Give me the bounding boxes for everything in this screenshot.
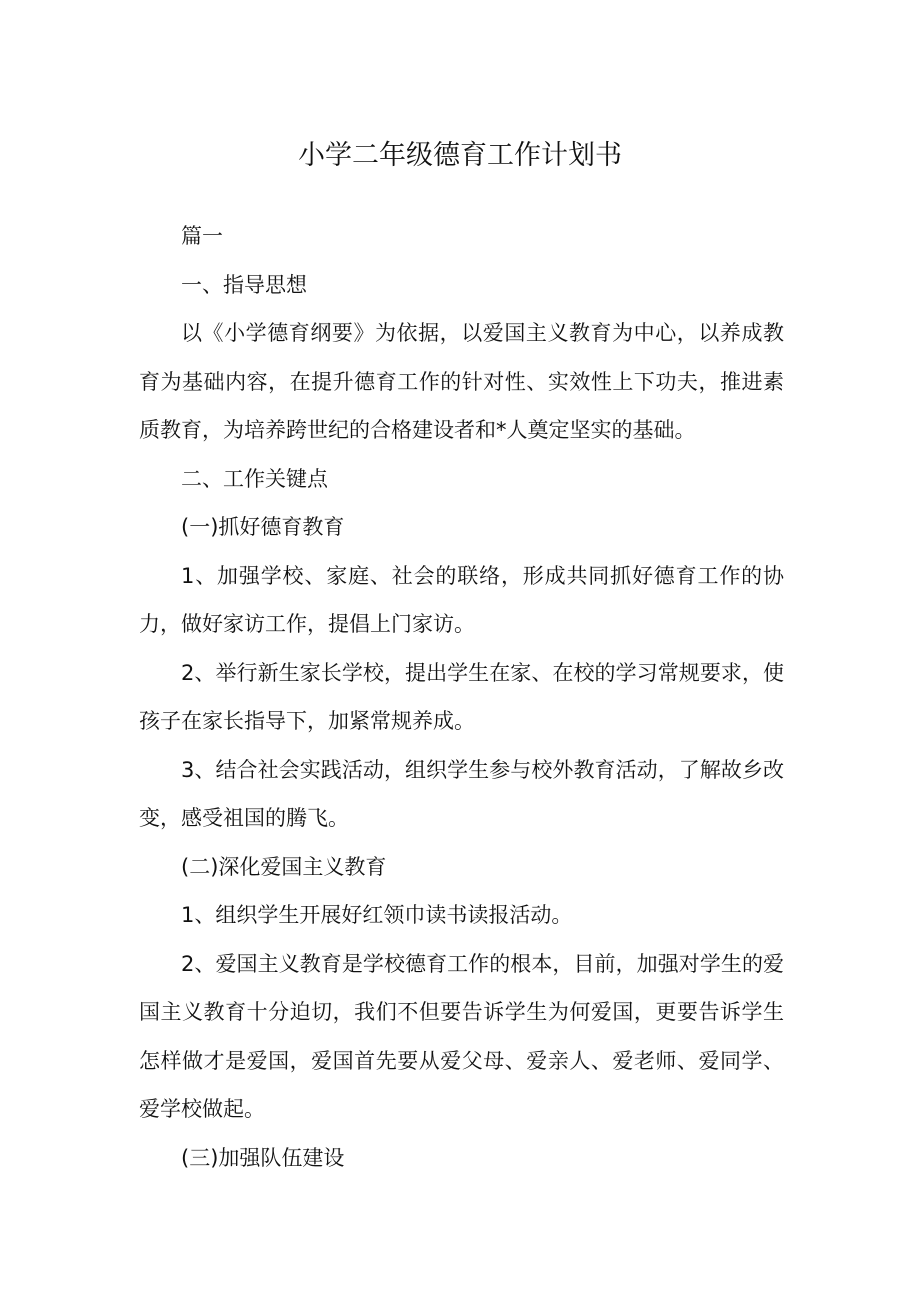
list-item: 2、举行新生家长学校，提出学生在家、在校的学习常规要求，使孩子在家长指导下，加紧常规养成。 — [139, 660, 784, 733]
paragraph-guiding-thought: 以《小学德育纲要》为依据，以爱国主义教育为中心，以养成教育为基础内容，在提升德育工作的针对性、实效性上下功夫，推进素质教育，为培养跨世纪的合格建设者和*人奠定坚实的基础。 — [139, 321, 784, 442]
document-body — [139, 212, 784, 1182]
list-item: 1、组织学生开展好红领巾读书读报活动。 — [181, 903, 573, 927]
list-item: 1、加强学校、家庭、社会的联络，形成共同抓好德育工作的协力，做好家访工作，提倡上门家访。 — [139, 563, 784, 636]
heading-work-focus: 二、工作关键点 — [181, 466, 328, 491]
list-item: 3、结合社会实践活动，组织学生参与校外教育活动，了解故乡改变，感受祖国的腾飞。 — [139, 757, 784, 830]
document-title: 小学二年级德育工作计划书 — [298, 140, 622, 172]
subheading-patriotic-education: (二)深化爱国主义教育 — [181, 854, 387, 879]
subheading-moral-education: (一)抓好德育教育 — [181, 515, 345, 539]
section-label: 篇一 — [181, 224, 223, 248]
list-item: 2、爱国主义教育是学校德育工作的根本，目前，加强对学生的爱国主义教育十分迫切，我们不但要告诉学生为何爱国，更要告诉学生怎样做才是爱国，爱国首先要从爱父母、爱亲人、爱老师、爱同学、爱学校做起。 — [139, 951, 784, 1121]
heading-guiding-thought: 一、指导思想 — [181, 272, 307, 297]
subheading-team-building: (三)加强队伍建设 — [181, 1145, 345, 1170]
